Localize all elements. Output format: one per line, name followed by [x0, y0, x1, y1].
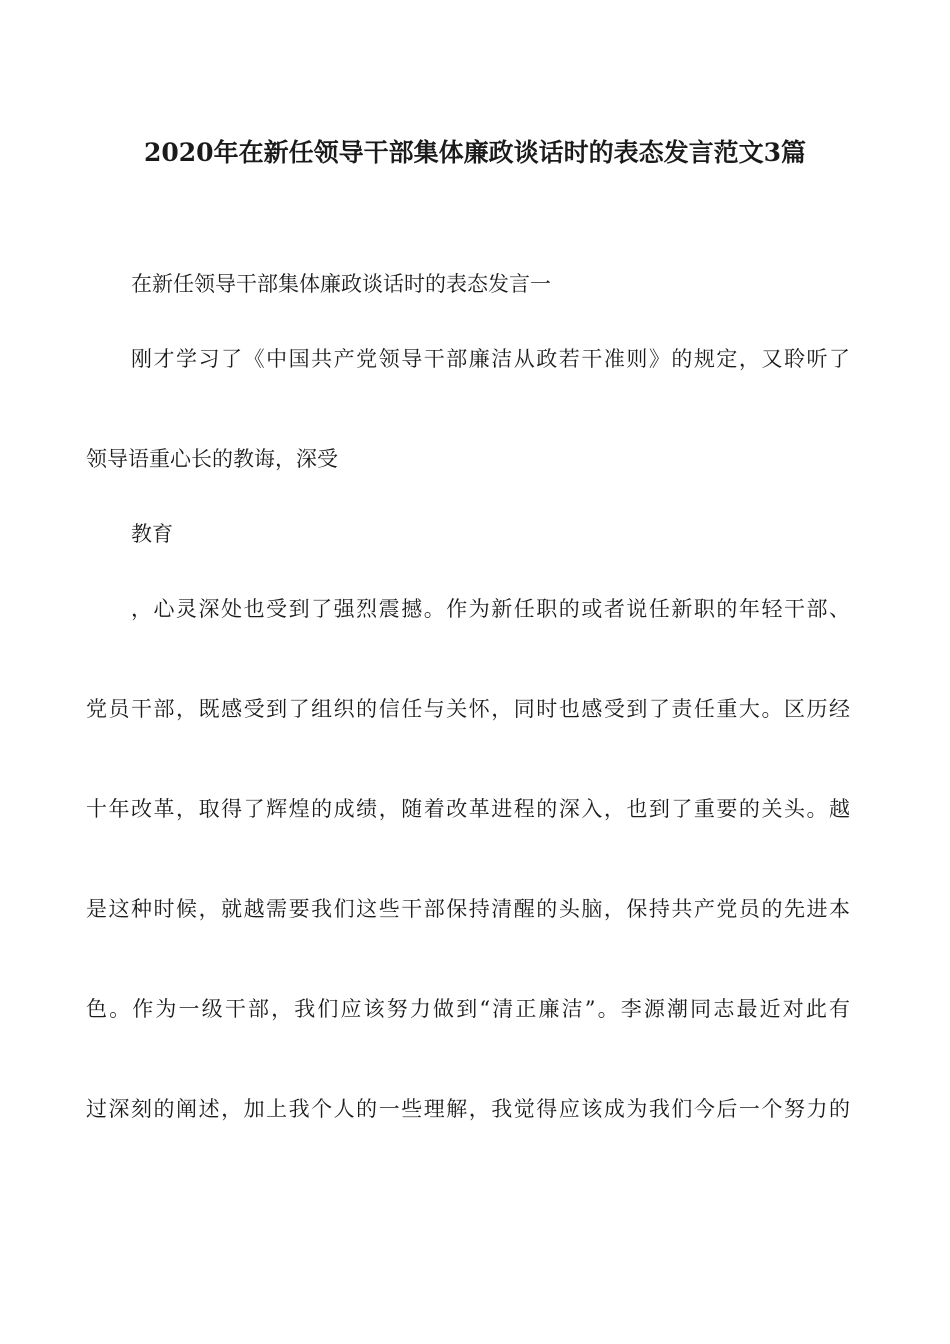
paragraph-line: 色。作为一级干部，我们应该努力做到“清正廉洁”。李源潮同志最近对此有 — [86, 997, 850, 1021]
paragraph-line: 教育 — [131, 522, 173, 546]
paragraph-line: ，心灵深处也受到了强烈震撼。作为新任职的或者说任新职的年轻干部、 — [131, 597, 850, 621]
document-title: 2020年在新任领导干部集体廉政谈话时的表态发言范文3篇 — [144, 138, 806, 167]
paragraph-line: 党员干部，既感受到了组织的信任与关怀，同时也感受到了责任重大。区历经 — [86, 697, 850, 721]
section-heading: 在新任领导干部集体廉政谈话时的表态发言一 — [131, 272, 551, 296]
paragraph-line: 领导语重心长的教诲，深受 — [86, 447, 338, 471]
paragraph-line: 十年改革，取得了辉煌的成绩，随着改革进程的深入，也到了重要的关头。越 — [86, 797, 850, 821]
paragraph-line: 过深刻的阐述，加上我个人的一些理解，我觉得应该成为我们今后一个努力的 — [86, 1097, 850, 1121]
paragraph-line: 是这种时候，就越需要我们这些干部保持清醒的头脑，保持共产党员的先进本 — [86, 897, 850, 921]
paragraph-line: 刚才学习了《中国共产党领导干部廉洁从政若干准则》的规定，又聆听了 — [131, 347, 850, 371]
